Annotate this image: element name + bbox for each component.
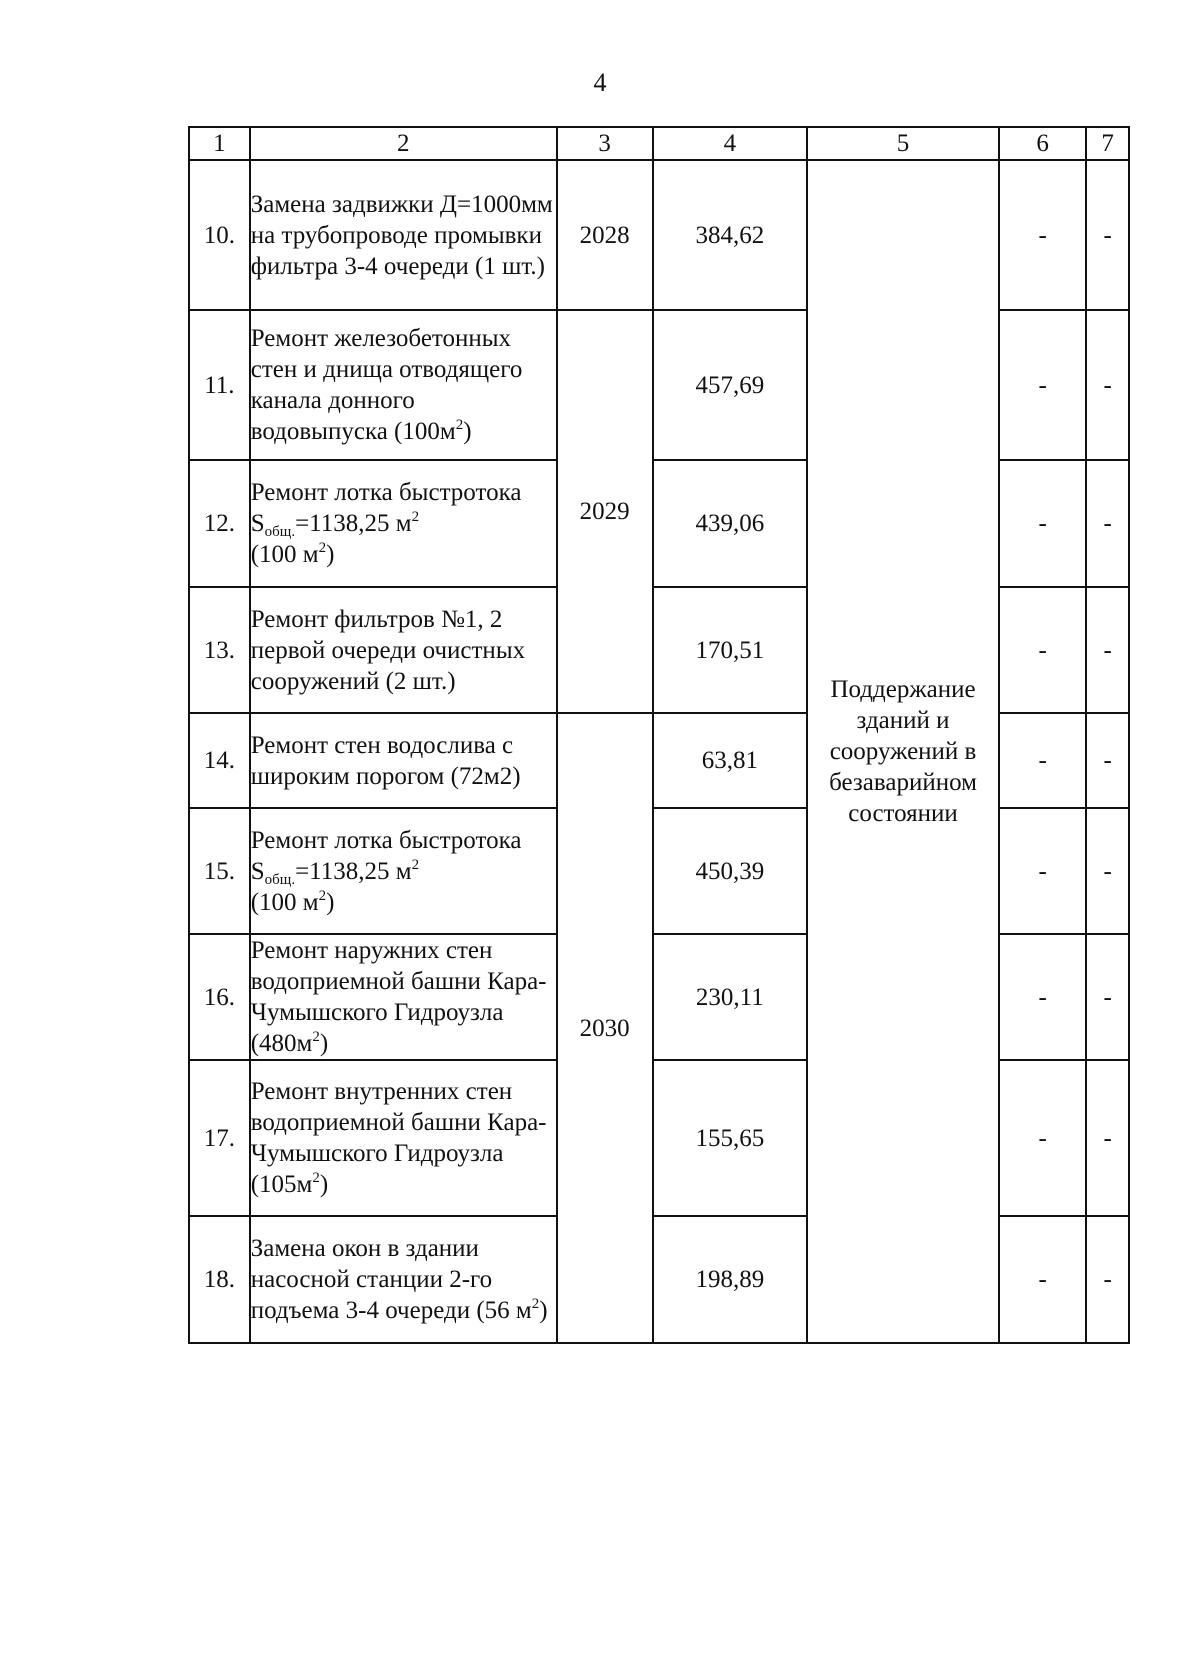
header-cell: 5: [807, 127, 999, 160]
row-description: Ремонт лотка быстротока $S_{общ.}=1138,25$ $м^2$ (100 $м^2$): [250, 808, 557, 934]
row-col6: -: [999, 160, 1086, 310]
row-description: Ремонт железобетонных стен и днища отводящего канала донного водовыпуска $(100м^2)$: [250, 310, 557, 460]
row-description: Ремонт стен водослива с широким порогом (72м2): [250, 713, 557, 808]
row-col7: -: [1086, 808, 1129, 934]
table-header-row: [189, 127, 1129, 160]
row-cost: 155,65: [653, 1060, 808, 1216]
header-cell: 3: [557, 127, 653, 160]
header-cell: 2: [250, 127, 557, 160]
row-col7: -: [1086, 460, 1129, 587]
page-number: 4: [593, 68, 607, 97]
row-number: 10.: [189, 160, 250, 310]
row-year: 2029: [557, 310, 653, 713]
row-year: 2030: [557, 713, 653, 1343]
row-description: Ремонт внутренних стен водоприемной башни Кара-Чумышского Гидроузла $(105м^2)$: [250, 1060, 557, 1216]
row-description: Замена задвижки Д=1000мм на трубопроводе промывки фильтра 3-4 очереди (1 шт.): [250, 160, 557, 310]
row-description: Ремонт фильтров №1, 2 первой очереди очистных сооружений (2 шт.): [250, 587, 557, 713]
row-col7: -: [1086, 713, 1129, 808]
row-number: 11.: [189, 310, 250, 460]
header-cell: 1: [189, 127, 250, 160]
measures-table: [188, 126, 1130, 1344]
row-col6: -: [999, 1216, 1086, 1343]
purpose-cell: Поддержание зданий и сооружений в безаварийном состоянии: [807, 160, 999, 1343]
row-cost: 457,69: [653, 310, 808, 460]
row-number: 14.: [189, 713, 250, 808]
row-col6: -: [999, 587, 1086, 713]
row-cost: 230,11: [653, 934, 808, 1060]
row-number: 17.: [189, 1060, 250, 1216]
row-col7: -: [1086, 1060, 1129, 1216]
header-cell: 4: [653, 127, 808, 160]
row-number: 13.: [189, 587, 250, 713]
header-cell: 7: [1086, 127, 1129, 160]
row-col7: -: [1086, 310, 1129, 460]
row-cost: 439,06: [653, 460, 808, 587]
table-row: [189, 160, 1129, 310]
row-year: 2028: [557, 160, 653, 310]
row-col7: -: [1086, 587, 1129, 713]
row-cost: 198,89: [653, 1216, 808, 1343]
row-col6: -: [999, 808, 1086, 934]
row-cost: 384,62: [653, 160, 808, 310]
row-description: Ремонт наружних стен водоприемной башни Кара-Чумышского Гидроузла $(480м^2)$: [250, 934, 557, 1060]
row-cost: 170,51: [653, 587, 808, 713]
row-description: Ремонт лотка быстротока $S_{общ.}=1138,25$ $м^2$ (100 $м^2$): [250, 460, 557, 587]
row-col6: -: [999, 1060, 1086, 1216]
row-col6: -: [999, 713, 1086, 808]
row-col7: -: [1086, 160, 1129, 310]
row-number: 16.: [189, 934, 250, 1060]
row-col6: -: [999, 934, 1086, 1060]
row-cost: 63,81: [653, 713, 808, 808]
row-col6: -: [999, 460, 1086, 587]
row-cost: 450,39: [653, 808, 808, 934]
row-col7: -: [1086, 1216, 1129, 1343]
row-col7: -: [1086, 934, 1129, 1060]
row-description: Замена окон в здании насосной станции 2-го подъема 3-4 очереди (56 $м^2$): [250, 1216, 557, 1343]
row-number: 12.: [189, 460, 250, 587]
row-col6: -: [999, 310, 1086, 460]
row-number: 15.: [189, 808, 250, 934]
header-cell: 6: [999, 127, 1086, 160]
row-number: 18.: [189, 1216, 250, 1343]
